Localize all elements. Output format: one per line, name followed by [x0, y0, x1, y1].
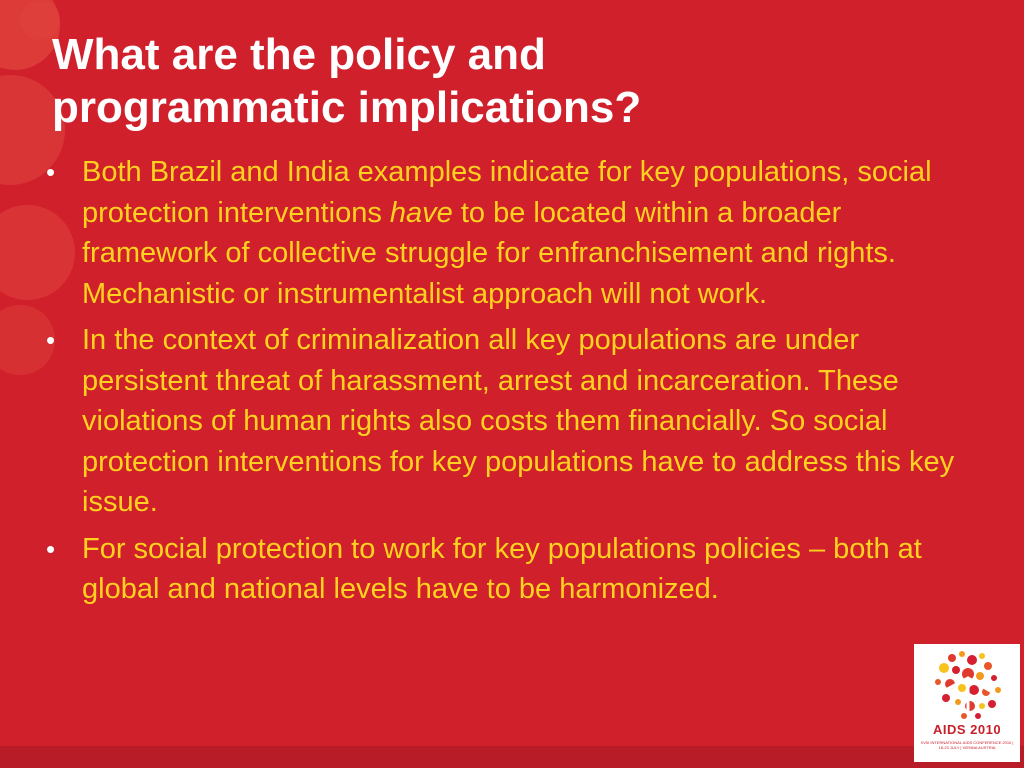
bullet-list — [40, 152, 980, 616]
logo-subtitle: XVIII INTERNATIONAL AIDS CONFERENCE 2010 | 18-23 JULY | VIENNA AUSTRIA — [920, 740, 1014, 750]
bullet-item — [40, 152, 980, 314]
bullet-icon: • — [46, 325, 56, 355]
bullet-text: to be located within a broader framework of collective struggle for enfranchisement and rights. Mechanistic or instrumentalist approach will not work. — [82, 196, 896, 310]
bullet-text: Both Brazil and India examples indicate for key populations, social protection interventions — [82, 156, 932, 229]
bullet-icon: • — [46, 157, 56, 187]
bullet-item — [40, 320, 980, 523]
aids-2010-logo-icon — [922, 648, 1012, 722]
bullet-text: In the context of criminalization all key populations are under persistent threat of harassment, arrest and incarceration. These violations of human rights also costs them financially. So social protection interventions for key populations have to address this key issue. — [82, 324, 955, 518]
bullet-item — [40, 529, 980, 610]
logo-title: AIDS 2010 — [932, 722, 1002, 737]
slide-title: What are the policy and programmatic implications? — [52, 30, 642, 132]
bullet-text: For social protection to work for key populations policies – both at global and national levels have to be harmonized. — [82, 532, 922, 605]
footer-band — [0, 746, 1024, 768]
bullet-icon: • — [46, 533, 56, 564]
conference-logo — [914, 644, 1020, 762]
bullet-emphasis: have — [389, 196, 453, 229]
